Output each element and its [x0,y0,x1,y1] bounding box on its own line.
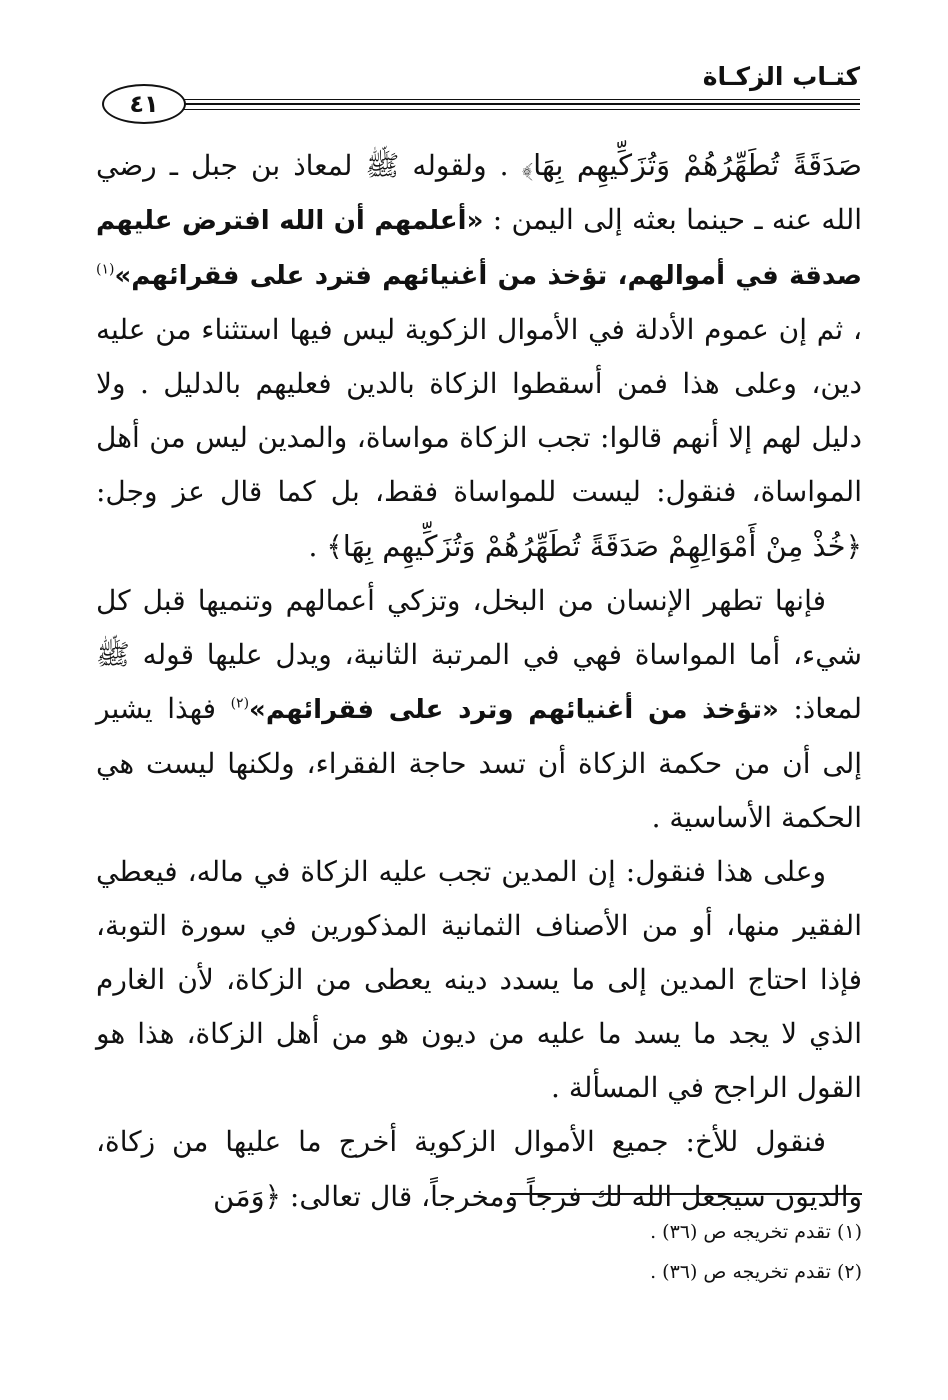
quran-bracket-open: ﴿ [264,1180,282,1213]
quran-bracket-close: ﴾ [326,530,343,563]
footnote-rule [510,1193,862,1195]
footnotes [650,1212,862,1292]
footnote-2: (٢) تقدم تخريجه ص (٣٦) . [650,1261,862,1283]
page-number: ٤١ [129,90,159,118]
quran-bracket-open: ﴿ [845,530,862,563]
paragraph-3: وعلى هذا فنقول: إن المدين تجب عليه الزكاة في ماله، فيعطي الفقير منها، أو من الأصناف الثمانية المذكورين في سورة التوبة، فإذا احتاج المدين إلى ما يسدد دينه يعطى من الزكاة، لأن الغارم الذي لا يجد ما يسد ما عليه من ديون هو من أهل الزكاة، هذا هو القول الراجح في المسألة . [96,855,862,1104]
paragraph-4 [96,1115,862,1224]
footnote-ref-2: (٢) [230,695,250,712]
text-segment: فإنها تطهر الإنسان من البخل، وتزكي أعمالهم وتنميها قبل كل شيء، أما المواساة فهي في المرتبة الثانية، ويدل عليها قوله ﷺ لمعاذ: [96,584,863,725]
paragraph-2 [96,574,862,845]
text-segment: . [308,530,327,563]
page-number-frame [102,84,186,124]
quran-verse-fragment: صَدَقَةً تُطَهِّرُهُمْ وَتُزَكِّيهِم بِهَا [533,148,862,182]
running-title: كتـاب الزكـاة [702,62,860,91]
text-segment: ، ثم إن عموم الأدلة في الأموال الزكوية ليس فيها استثناء من عليه دين، وعلى هذا فمن أسقطوا الزكاة بالدين فعليهم بالدليل . ولا دليل لهم إلا أنهم قالوا: تجب الزكاة مواساة، والمدين ليس من أهل المواساة، فنقول: ليست للمواساة فقط، بل كما قال عز وجل: [96,313,862,508]
quran-bracket-close: ﴾ [521,149,534,182]
main-text [96,138,862,1224]
footnote-ref-1: (١) [96,261,115,278]
header-rule [176,103,860,105]
text-segment: . ولقوله ﷺ لمعاذ بن جبل ـ رضي الله عنه ـ حينما بعثه إلى اليمن : [96,149,863,236]
quran-verse: خُذْ مِنْ أَمْوَالِهِمْ صَدَقَةً تُطَهِّرُهُمْ وَتُزَكِّيهِم بِهَا [342,529,846,563]
paragraph-1 [96,138,862,574]
text-segment: فنقول للأخ: جميع الأموال الزكوية أخرج ما عليها من زكاة، والديون سيجعل الله لك فرجاً ومخرجاً، قال تعالى: [96,1125,862,1213]
footnote-1: (١) تقدم تخريجه ص (٣٦) . [650,1221,862,1243]
hadith-quote: «تؤخذ من أغنيائهم وترد على فقرائهم» [249,695,779,725]
quran-verse-fragment: وَمَن [213,1179,265,1213]
hadith-quote: «أعلمهم أن الله افترض عليهم صدقة في أموالهم، تؤخذ من أغنيائهم فترد على فقرائهم» [96,206,862,291]
text-segment: فهذا يشير إلى أن من حكمة الزكاة أن تسد حاجة الفقراء، ولكنها ليست هي الحكمة الأساسية . [96,692,863,834]
